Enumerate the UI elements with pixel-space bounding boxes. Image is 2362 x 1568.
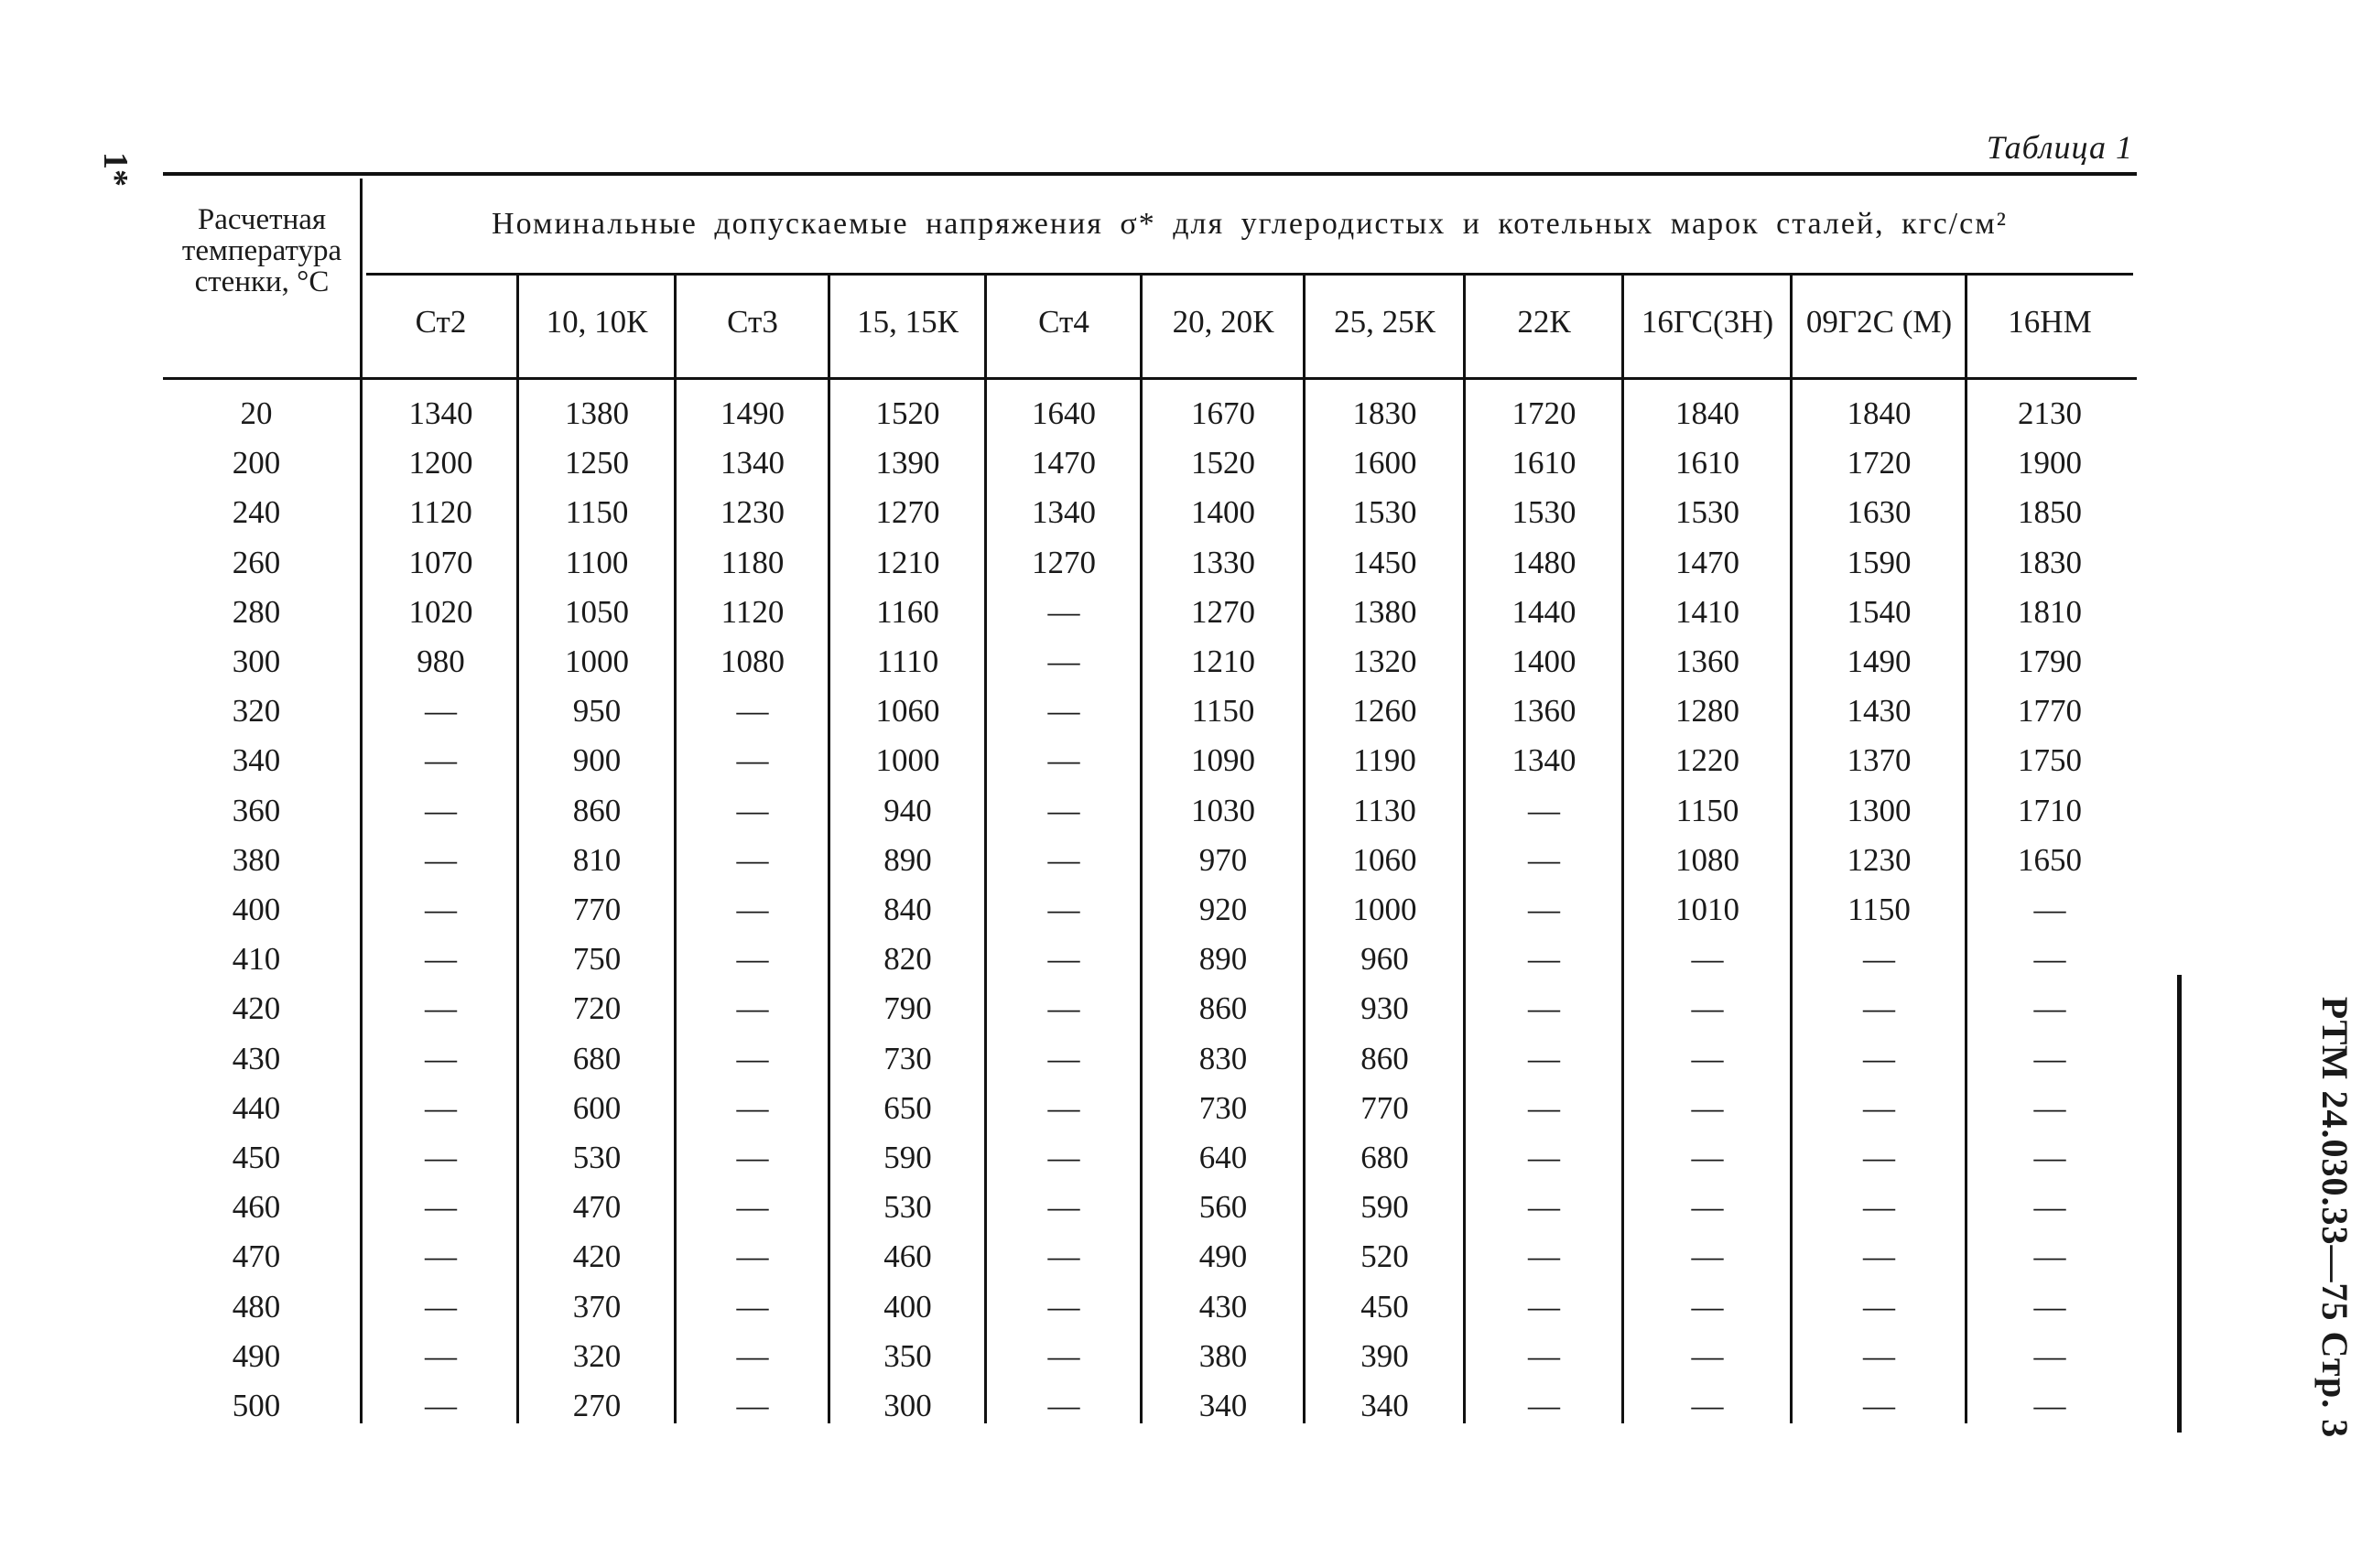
value-cell: — [1691, 1090, 1724, 1126]
value-cell: 750 [572, 941, 622, 977]
value-cell: 530 [572, 1140, 622, 1175]
value-cell: 1360 [1511, 693, 1576, 729]
value-cell: 1410 [1675, 594, 1739, 630]
value-cell: — [736, 892, 769, 927]
value-cell: 460 [883, 1238, 932, 1274]
value-cell: — [1691, 990, 1724, 1026]
column-header-2: 10, 10К [546, 304, 648, 340]
column-header-9: 16ГС(3Н) [1641, 304, 1774, 340]
value-cell: 1530 [1352, 494, 1417, 530]
temperature-cell: 480 [232, 1289, 281, 1325]
value-cell: — [2033, 1189, 2066, 1225]
value-cell: 350 [883, 1338, 932, 1374]
value-cell: — [1691, 1189, 1724, 1225]
value-cell: — [1047, 643, 1080, 679]
value-cell: — [425, 1041, 457, 1076]
value-cell: 1400 [1511, 643, 1576, 679]
value-cell: 640 [1198, 1140, 1248, 1175]
value-cell: — [425, 1090, 457, 1126]
value-cell: — [1047, 1041, 1080, 1076]
value-cell: — [736, 990, 769, 1026]
value-cell: 1540 [1847, 594, 1912, 630]
value-cell: 1520 [1191, 445, 1255, 481]
value-cell: — [425, 1388, 457, 1423]
value-cell: — [736, 1041, 769, 1076]
value-cell: — [2033, 1090, 2066, 1126]
value-cell: 1470 [1675, 545, 1739, 580]
temperature-column-header: Расчетная температура стенки, °С [181, 203, 342, 298]
value-cell: 1810 [2018, 594, 2082, 630]
value-cell: — [736, 1289, 769, 1325]
value-cell: — [1528, 842, 1560, 878]
value-cell: — [1047, 1090, 1080, 1126]
value-cell: 370 [572, 1289, 622, 1325]
value-cell: — [1047, 941, 1080, 977]
temperature-cell: 460 [232, 1189, 281, 1225]
value-cell: 1590 [1847, 545, 1912, 580]
value-cell: 1050 [565, 594, 629, 630]
value-cell: 1750 [2018, 742, 2082, 778]
column-header-11: 16НМ [2008, 304, 2092, 340]
value-cell: — [1047, 1388, 1080, 1423]
value-cell: 840 [883, 892, 932, 927]
value-cell: 1450 [1352, 545, 1417, 580]
value-cell: 1380 [565, 395, 629, 431]
value-cell: — [736, 793, 769, 828]
value-cell: — [1528, 1090, 1560, 1126]
column-header-8: 22К [1517, 304, 1571, 340]
value-cell: — [2033, 941, 2066, 977]
value-cell: 1520 [875, 395, 940, 431]
value-cell: 400 [883, 1289, 932, 1325]
value-cell: — [1863, 1090, 1895, 1126]
value-cell: 1650 [2018, 842, 2082, 878]
column-header-1: Ст2 [415, 304, 467, 340]
value-cell: 930 [1360, 990, 1409, 1026]
value-cell: 1470 [1032, 445, 1096, 481]
value-cell: 890 [1198, 941, 1248, 977]
value-cell: 1230 [721, 494, 785, 530]
value-cell: 450 [1360, 1289, 1409, 1325]
value-cell: 1630 [1847, 494, 1912, 530]
value-cell: 520 [1360, 1238, 1409, 1274]
value-cell: — [1047, 892, 1080, 927]
value-cell: — [2033, 892, 2066, 927]
value-cell: 1600 [1352, 445, 1417, 481]
value-cell: 940 [883, 793, 932, 828]
value-cell: — [1691, 941, 1724, 977]
value-cell: — [425, 742, 457, 778]
value-cell: 1900 [2018, 445, 2082, 481]
stress-group-header: Номинальные допускаемые напряжения σ* для углеродистых и котельных марок сталей, кгс/см² [492, 207, 2008, 241]
value-cell: 1440 [1511, 594, 1576, 630]
value-cell: 1390 [875, 445, 940, 481]
value-cell: — [1528, 793, 1560, 828]
value-cell: 590 [1360, 1189, 1409, 1225]
value-cell: — [1047, 594, 1080, 630]
value-cell: — [736, 1338, 769, 1374]
temperature-cell: 260 [232, 545, 281, 580]
value-cell: 860 [1198, 990, 1248, 1026]
value-cell: — [425, 1238, 457, 1274]
value-cell: — [1047, 842, 1080, 878]
header-bottom-rule [163, 377, 2137, 380]
value-cell: 1150 [1191, 693, 1255, 729]
value-cell: — [1528, 1238, 1560, 1274]
value-cell: — [1528, 941, 1560, 977]
value-cell: 430 [1198, 1289, 1248, 1325]
value-cell: 1150 [1847, 892, 1911, 927]
value-cell: — [1047, 1140, 1080, 1175]
value-cell: — [1047, 1289, 1080, 1325]
value-cell: — [736, 842, 769, 878]
value-cell: 1060 [875, 693, 940, 729]
header-sub-rule [366, 273, 2133, 276]
value-cell: 1370 [1847, 742, 1912, 778]
value-cell: 1110 [876, 643, 939, 679]
value-cell: 1260 [1352, 693, 1417, 729]
value-cell: 1840 [1675, 395, 1739, 431]
value-cell: — [2033, 1388, 2066, 1423]
document-side-label: РТМ 24.030.33—75 Стр. 3 [2314, 996, 2356, 1439]
value-cell: — [2033, 990, 2066, 1026]
column-header-6: 20, 20К [1172, 304, 1274, 340]
value-cell: — [1691, 1238, 1724, 1274]
value-cell: 1610 [1675, 445, 1739, 481]
value-cell: 2130 [2018, 395, 2082, 431]
column-header-10: 09Г2С (М) [1805, 304, 1953, 340]
table-caption: Таблица 1 [1986, 129, 2133, 166]
value-cell: — [1863, 1140, 1895, 1175]
value-cell: 830 [1198, 1041, 1248, 1076]
value-cell: — [425, 1189, 457, 1225]
value-cell: 1490 [1847, 643, 1912, 679]
value-cell: 770 [572, 892, 622, 927]
value-cell: 1120 [409, 494, 472, 530]
value-cell: 560 [1198, 1189, 1248, 1225]
value-cell: — [425, 1140, 457, 1175]
value-cell: — [425, 1289, 457, 1325]
temperature-cell: 240 [232, 494, 281, 530]
value-cell: 1850 [2018, 494, 2082, 530]
value-cell: — [1047, 693, 1080, 729]
value-cell: — [425, 892, 457, 927]
value-cell: — [736, 1140, 769, 1175]
temperature-cell: 20 [240, 395, 273, 431]
value-cell: — [1047, 990, 1080, 1026]
top-rule [163, 172, 2137, 176]
value-cell: 1340 [1032, 494, 1096, 530]
column-header-4: 15, 15К [857, 304, 959, 340]
value-cell: 1720 [1511, 395, 1576, 431]
value-cell: — [736, 1238, 769, 1274]
value-cell: — [2033, 1041, 2066, 1076]
value-cell: 1830 [2018, 545, 2082, 580]
temperature-cell: 400 [232, 892, 281, 927]
value-cell: — [1863, 1338, 1895, 1374]
value-cell: — [1863, 1289, 1895, 1325]
value-cell: 300 [883, 1388, 932, 1423]
value-cell: — [1047, 742, 1080, 778]
corner-mark: 1* [96, 152, 135, 187]
value-cell: 1000 [875, 742, 940, 778]
temperature-cell: 340 [232, 742, 281, 778]
value-cell: 920 [1198, 892, 1248, 927]
value-cell: 1020 [408, 594, 473, 630]
temperature-cell: 440 [232, 1090, 281, 1126]
temperature-cell: 280 [232, 594, 281, 630]
value-cell: 1840 [1847, 395, 1912, 431]
value-cell: 320 [572, 1338, 622, 1374]
value-cell: 790 [883, 990, 932, 1026]
value-cell: — [736, 693, 769, 729]
value-cell: — [1047, 1338, 1080, 1374]
value-cell: — [736, 1189, 769, 1225]
temperature-cell: 430 [232, 1041, 281, 1076]
value-cell: 720 [572, 990, 622, 1026]
value-cell: — [1863, 1189, 1895, 1225]
value-cell: 1320 [1352, 643, 1417, 679]
value-cell: 1490 [721, 395, 785, 431]
value-cell: — [425, 693, 457, 729]
value-cell: 1380 [1352, 594, 1417, 630]
value-cell: 1220 [1675, 742, 1739, 778]
temperature-cell: 300 [232, 643, 281, 679]
value-cell: — [1863, 1041, 1895, 1076]
value-cell: 1060 [1352, 842, 1417, 878]
value-cell: — [1863, 1238, 1895, 1274]
value-cell: 680 [572, 1041, 622, 1076]
value-cell: — [2033, 1140, 2066, 1175]
value-cell: 1480 [1511, 545, 1576, 580]
value-cell: 1080 [721, 643, 785, 679]
value-cell: — [1691, 1338, 1724, 1374]
value-cell: 1830 [1352, 395, 1417, 431]
value-cell: — [736, 941, 769, 977]
value-cell: — [736, 1388, 769, 1423]
value-cell: 820 [883, 941, 932, 977]
side-rule [2177, 975, 2182, 1433]
value-cell: 1430 [1847, 693, 1912, 729]
temperature-cell: 420 [232, 990, 281, 1026]
temperature-cell: 470 [232, 1238, 281, 1274]
value-cell: — [1691, 1289, 1724, 1325]
value-cell: 1070 [408, 545, 473, 580]
temperature-cell: 380 [232, 842, 281, 878]
value-cell: 270 [572, 1388, 622, 1423]
value-cell: 1710 [2018, 793, 2082, 828]
value-cell: 1340 [721, 445, 785, 481]
value-cell: 1210 [1191, 643, 1255, 679]
value-cell: — [1691, 1140, 1724, 1175]
value-cell: 1610 [1511, 445, 1576, 481]
value-cell: 960 [1360, 941, 1409, 977]
value-cell: — [425, 793, 457, 828]
column-header-5: Ст4 [1038, 304, 1089, 340]
value-cell: 1030 [1191, 793, 1255, 828]
value-cell: — [1528, 1041, 1560, 1076]
value-cell: — [1691, 1388, 1724, 1423]
value-cell: 1000 [1352, 892, 1417, 927]
value-cell: 1790 [2018, 643, 2082, 679]
value-cell: — [2033, 1238, 2066, 1274]
value-cell: 390 [1360, 1338, 1409, 1374]
value-cell: 1360 [1675, 643, 1739, 679]
value-cell: — [1528, 1189, 1560, 1225]
value-cell: — [1863, 1388, 1895, 1423]
value-cell: — [1528, 990, 1560, 1026]
value-cell: 980 [417, 643, 465, 679]
value-cell: — [1863, 990, 1895, 1026]
value-cell: — [1528, 892, 1560, 927]
value-cell: 420 [572, 1238, 622, 1274]
value-cell: — [1047, 1189, 1080, 1225]
value-cell: 1530 [1511, 494, 1576, 530]
value-cell: 1250 [565, 445, 629, 481]
value-cell: 590 [883, 1140, 932, 1175]
value-cell: 1340 [408, 395, 473, 431]
value-cell: 860 [1360, 1041, 1409, 1076]
value-cell: 900 [572, 742, 622, 778]
value-cell: 650 [883, 1090, 932, 1126]
value-cell: 1720 [1847, 445, 1912, 481]
value-cell: — [1528, 1388, 1560, 1423]
value-cell: — [1863, 941, 1895, 977]
temperature-cell: 200 [232, 445, 281, 481]
value-cell: 1080 [1675, 842, 1739, 878]
value-cell: 1670 [1191, 395, 1255, 431]
value-cell: 470 [572, 1189, 622, 1225]
value-cell: — [2033, 1338, 2066, 1374]
value-cell: 1270 [1032, 545, 1096, 580]
value-cell: 1300 [1847, 793, 1912, 828]
value-cell: 1230 [1847, 842, 1912, 878]
temperature-cell: 490 [232, 1338, 281, 1374]
value-cell: 730 [883, 1041, 932, 1076]
value-cell: — [1528, 1289, 1560, 1325]
value-cell: 340 [1198, 1388, 1248, 1423]
value-cell: — [1528, 1140, 1560, 1175]
value-cell: 1770 [2018, 693, 2082, 729]
value-cell: — [425, 941, 457, 977]
value-cell: 860 [572, 793, 622, 828]
value-cell: 770 [1360, 1090, 1409, 1126]
value-cell: — [425, 990, 457, 1026]
value-cell: 970 [1198, 842, 1248, 878]
value-cell: 1330 [1191, 545, 1255, 580]
value-cell: — [1528, 1338, 1560, 1374]
value-cell: 1160 [876, 594, 939, 630]
value-cell: 1280 [1675, 693, 1739, 729]
value-cell: 1150 [565, 494, 629, 530]
value-cell: — [425, 842, 457, 878]
value-cell: 1090 [1191, 742, 1255, 778]
value-cell: 810 [572, 842, 622, 878]
value-cell: 600 [572, 1090, 622, 1126]
value-cell: 1200 [408, 445, 473, 481]
value-cell: — [1047, 793, 1080, 828]
temperature-cell: 360 [232, 793, 281, 828]
temperature-cell: 410 [232, 941, 281, 977]
value-cell: 1340 [1511, 742, 1576, 778]
value-cell: 1530 [1675, 494, 1739, 530]
temperature-cell: 320 [232, 693, 281, 729]
value-cell: 1400 [1191, 494, 1255, 530]
value-cell: 340 [1360, 1388, 1409, 1423]
temperature-cell: 450 [232, 1140, 281, 1175]
value-cell: 680 [1360, 1140, 1409, 1175]
value-cell: 730 [1198, 1090, 1248, 1126]
value-cell: 890 [883, 842, 932, 878]
value-cell: — [2033, 1289, 2066, 1325]
value-cell: 1190 [1353, 742, 1416, 778]
value-cell: — [425, 1338, 457, 1374]
temp-column-separator [360, 178, 363, 1423]
value-cell: 1270 [875, 494, 940, 530]
value-cell: 1000 [565, 643, 629, 679]
value-cell: — [736, 742, 769, 778]
value-cell: — [1691, 1041, 1724, 1076]
value-cell: — [1047, 1238, 1080, 1274]
value-cell: 1120 [721, 594, 785, 630]
value-cell: 1180 [721, 545, 785, 580]
column-header-3: Ст3 [727, 304, 778, 340]
value-cell: 950 [572, 693, 622, 729]
value-cell: 1130 [1353, 793, 1416, 828]
value-cell: 380 [1198, 1338, 1248, 1374]
value-cell: 1100 [565, 545, 629, 580]
temperature-cell: 500 [232, 1388, 281, 1423]
value-cell: 1270 [1191, 594, 1255, 630]
value-cell: 530 [883, 1189, 932, 1225]
value-cell: 1210 [875, 545, 940, 580]
value-cell: 490 [1198, 1238, 1248, 1274]
value-cell: — [736, 1090, 769, 1126]
value-cell: 1150 [1675, 793, 1739, 828]
column-header-7: 25, 25К [1334, 304, 1436, 340]
value-cell: 1640 [1032, 395, 1096, 431]
value-cell: 1010 [1675, 892, 1739, 927]
